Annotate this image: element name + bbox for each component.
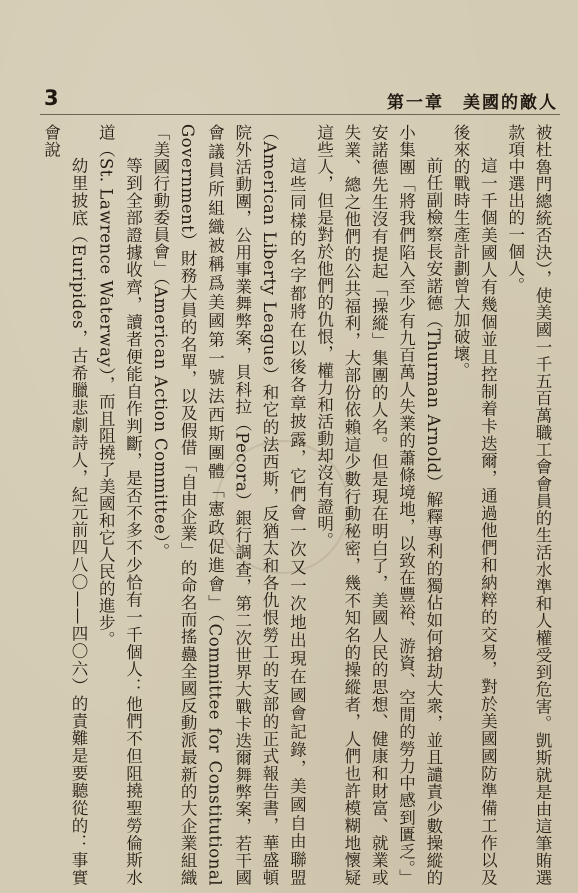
running-head: 第一章 美國的敵人	[387, 93, 558, 113]
vertical-body-text	[34, 124, 556, 886]
header-rule	[40, 114, 560, 115]
page-number: 3	[44, 86, 59, 110]
paragraph: 這些同樣的名字都將在以後各章披露，它們會一次又一次地出現在國會記錄，美國自由聯盟（American Liberty League）和它的法西斯，反猶太和各仇恨勞工的支部的正式報告書，華盛頓院外活動團，公用事業舞弊案，貝科拉（Pecora）銀行調查，第二次世界大戰卡迭爾舞弊案，若干國會議員所組織被稱爲美國第一號法西斯團體「憲政促進會」（Committee for Constitutional Government）財務大員的名單，以及假借「自由企業」的命名而搖蠱全國反動派最新的大企業組織「美國行動委員會」（American Action Committee）。	[150, 124, 307, 886]
paragraph: 等到全部證據收齊，讀者便能自作判斷，是否不多不少恰有一千個人：他們不但阻撓聖勞倫斯水道（St. Lawrence Waterway），而且阻撓了美國和它人民的進步。	[96, 124, 143, 886]
paragraph: 前任副檢察長安諾德（Thurman Arnold）解釋專利的獨佔如何搶劫大衆，並且譴責少數操縱的小集團「將我們陷入至少有九百萬人失業的蕭條境地，以致在豐裕、游資、空閒的勞力中感到匱乏。」安諾德先生沒有提起「操縱」集團的人名。但是現在明白了，美國人民的思想、健康和財富、就業或失業、總之他們的公共福利，大部份依賴這少數行動秘密，幾不知名的操縱者，人們也許模糊地懷疑這些人，但是對於他們的仇恨，權力和活動却沒有證明。	[314, 124, 443, 886]
paragraph: 幼里披底（Euripides，古希臘悲劇詩人，紀元前四八〇——四〇六）的責難是要聽從的：事實會說	[41, 124, 88, 886]
page-header	[0, 0, 578, 120]
paragraph-continuation: 被杜魯門總統否決），使美國一千五百萬職工會會員的生活水準和人權受到危害。凱斯就是由這筆賄選款項中選出的一個人。	[505, 124, 552, 886]
paragraph: 這一千個美國人有幾個並且控制着卡迭爾，通過他們和納粹的交易，對於美國國防準備工作以及後來的戰時生產計劃曾大加破壞。	[451, 124, 498, 886]
